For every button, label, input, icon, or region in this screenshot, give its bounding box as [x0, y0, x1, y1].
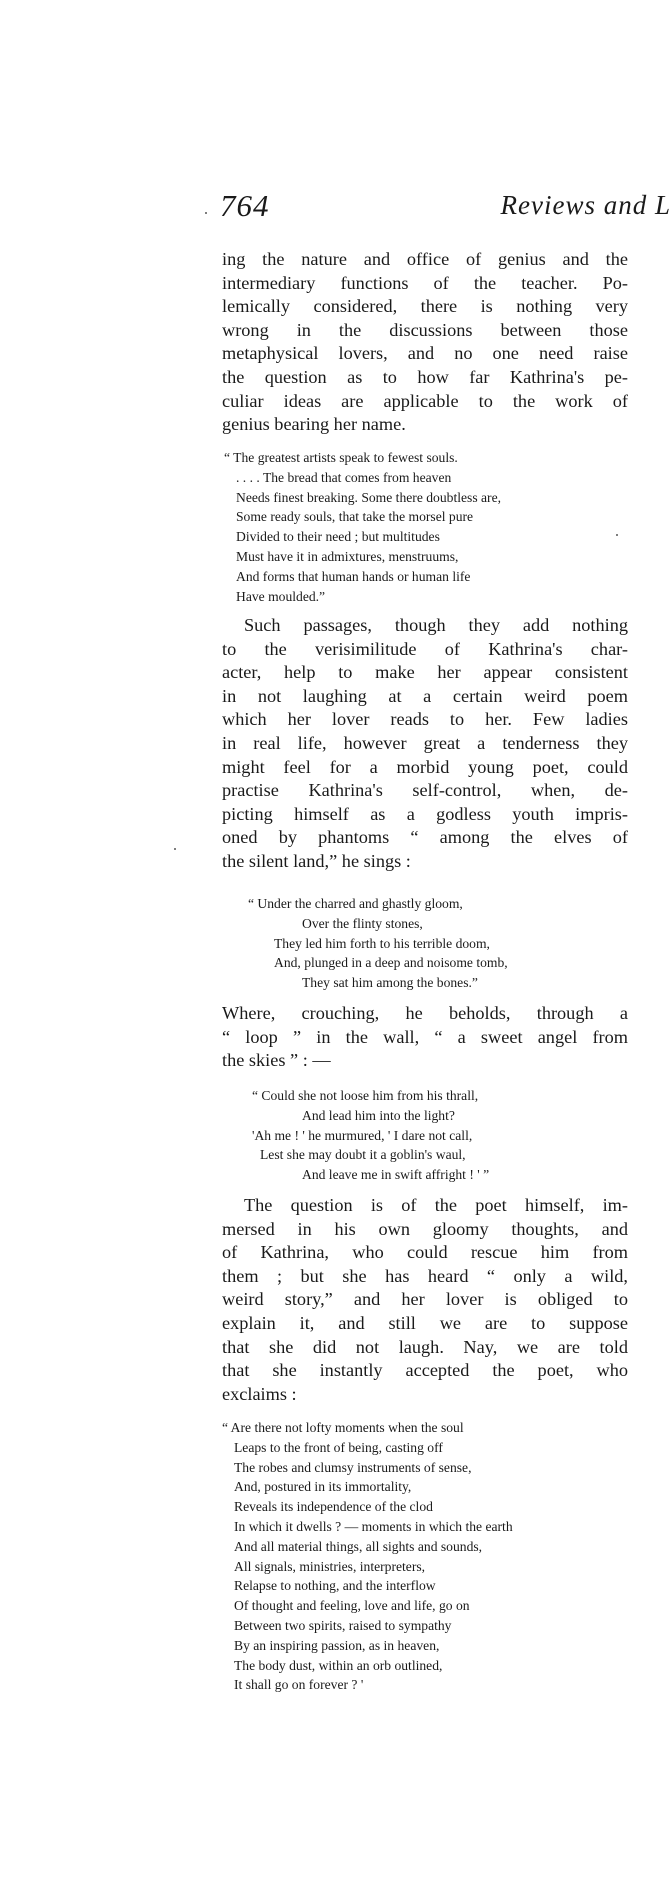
text-line: “ loop ” in the wall, “ a sweet angel from — [222, 1026, 628, 1047]
paragraph-3 — [222, 1002, 628, 1073]
verse-quote-3 — [252, 1086, 658, 1185]
text-line: exclaims : — [222, 1383, 297, 1404]
text-line: mersed in his own gloomy thoughts, and — [222, 1218, 628, 1239]
text-line: in not laughing at a certain weird poem — [222, 685, 628, 706]
verse-line: In which it dwells ? — moments in which the earth — [234, 1518, 513, 1534]
text-line: genius bearing her name. — [222, 414, 406, 435]
text-line: that she instantly accepted the poet, who — [222, 1360, 628, 1381]
verse-line: By an inspiring passion, as in heaven, — [234, 1637, 440, 1653]
text-line: wrong in the discussions between those — [222, 319, 628, 340]
text-line: to the verisimilitude of Kathrina's char- — [222, 638, 628, 659]
verse-line: Relapse to nothing, and the interflow — [234, 1578, 436, 1594]
text-line: ing the nature and office of genius and the — [222, 249, 628, 269]
verse-quote-1 — [224, 448, 630, 606]
verse-line: It shall go on forever ? ' — [234, 1677, 364, 1693]
text-line: Such passages, though they add nothing — [244, 615, 628, 635]
text-line: intermediary functions of the teacher. Po- — [222, 272, 628, 293]
paragraph-4 — [222, 1194, 628, 1406]
page-number: 764 — [220, 188, 270, 223]
verse-line: And, plunged in a deep and noisome tomb, — [274, 955, 508, 971]
verse-line: Some ready souls, that take the morsel pure — [236, 509, 474, 525]
verse-line: Needs finest breaking. Some there doubtless are, — [236, 489, 501, 505]
text-line: oned by phantoms “ among the elves of — [222, 827, 628, 848]
verse-line: Over the flinty stones, — [302, 915, 423, 931]
text-line: practise Kathrina's self-control, when, de- — [222, 780, 628, 801]
verse-line: The body dust, within an orb outlined, — [234, 1657, 443, 1673]
verse-line: The robes and clumsy instruments of sense, — [234, 1459, 472, 1475]
verse-line: And lead him into the light? — [302, 1107, 455, 1123]
verse-line: Reveals its independence of the clod — [234, 1499, 433, 1515]
text-line: culiar ideas are applicable to the work of — [222, 390, 628, 411]
running-head: Reviews and L — [500, 190, 671, 220]
verse-line: “ Are there not lofty moments when the soul — [222, 1420, 464, 1435]
verse-line: . . . . The bread that comes from heaven — [236, 469, 452, 485]
text-line: the silent land,” he sings : — [222, 850, 411, 871]
verse-line: Must have it in admixtures, menstruums, — [236, 548, 459, 564]
paragraph-2 — [222, 614, 628, 874]
verse-line: Between two spirits, raised to sympathy — [234, 1617, 452, 1633]
text-line: of Kathrina, who could rescue him from — [222, 1242, 628, 1263]
verse-line: 'Ah me ! ' he murmured, ' I dare not call, — [252, 1127, 473, 1143]
verse-line: And leave me in swift affright ! ' ” — [302, 1167, 490, 1183]
verse-line: They led him forth to his terrible doom, — [274, 935, 490, 951]
text-line: that she did not laugh. Nay, we are told — [222, 1336, 628, 1357]
page-header — [220, 188, 671, 228]
scan-speck — [616, 534, 618, 536]
text-line: The question is of the poet himself, im- — [244, 1195, 628, 1215]
text-line: in real life, however great a tenderness they — [222, 732, 628, 753]
text-line: the question as to how far Kathrina's pe- — [222, 366, 628, 387]
text-line: metaphysical lovers, and no one need raise — [222, 343, 628, 364]
verse-line: “ The greatest artists speak to fewest souls. — [224, 450, 458, 465]
text-line: picting himself as a godless youth impris- — [222, 803, 628, 824]
paragraph-1 — [222, 248, 628, 437]
verse-line: They sat him among the bones.” — [302, 975, 478, 991]
verse-line: And all material things, all sights and sounds, — [234, 1538, 483, 1554]
verse-line: And forms that human hands or human life — [236, 568, 471, 584]
text-line: weird story,” and her lover is obliged to — [222, 1289, 628, 1310]
verse-line: “ Under the charred and ghastly gloom, — [248, 896, 463, 911]
text-line: might feel for a morbid young poet, could — [222, 756, 628, 777]
verse-line: And, postured in its immortality, — [234, 1479, 412, 1495]
text-line: the skies ” : — — [222, 1050, 331, 1071]
text-line: them ; but she has heard “ only a wild, — [222, 1265, 628, 1286]
verse-line: Have moulded.” — [236, 588, 326, 604]
verse-line: Of thought and feeling, love and life, go on — [234, 1598, 470, 1614]
text-line: lemically considered, there is nothing very — [222, 296, 628, 317]
text-line: acter, help to make her appear consistent — [222, 662, 628, 683]
verse-quote-2 — [248, 894, 654, 993]
verse-line: Lest she may doubt it a goblin's waul, — [260, 1147, 466, 1163]
verse-quote-4 — [222, 1418, 628, 1695]
verse-line: “ Could she not loose him from his thrall, — [252, 1088, 479, 1103]
scan-speck — [205, 212, 207, 214]
scan-speck — [174, 848, 176, 850]
verse-line: Divided to their need ; but multitudes — [236, 529, 440, 545]
text-line: explain it, and still we are to suppose — [222, 1312, 628, 1333]
verse-line: All signals, ministries, interpreters, — [234, 1558, 426, 1574]
text-line: Where, crouching, he beholds, through a — [222, 1003, 628, 1023]
text-line: which her lover reads to her. Few ladies — [222, 709, 628, 730]
verse-line: Leaps to the front of being, casting off — [234, 1439, 443, 1455]
